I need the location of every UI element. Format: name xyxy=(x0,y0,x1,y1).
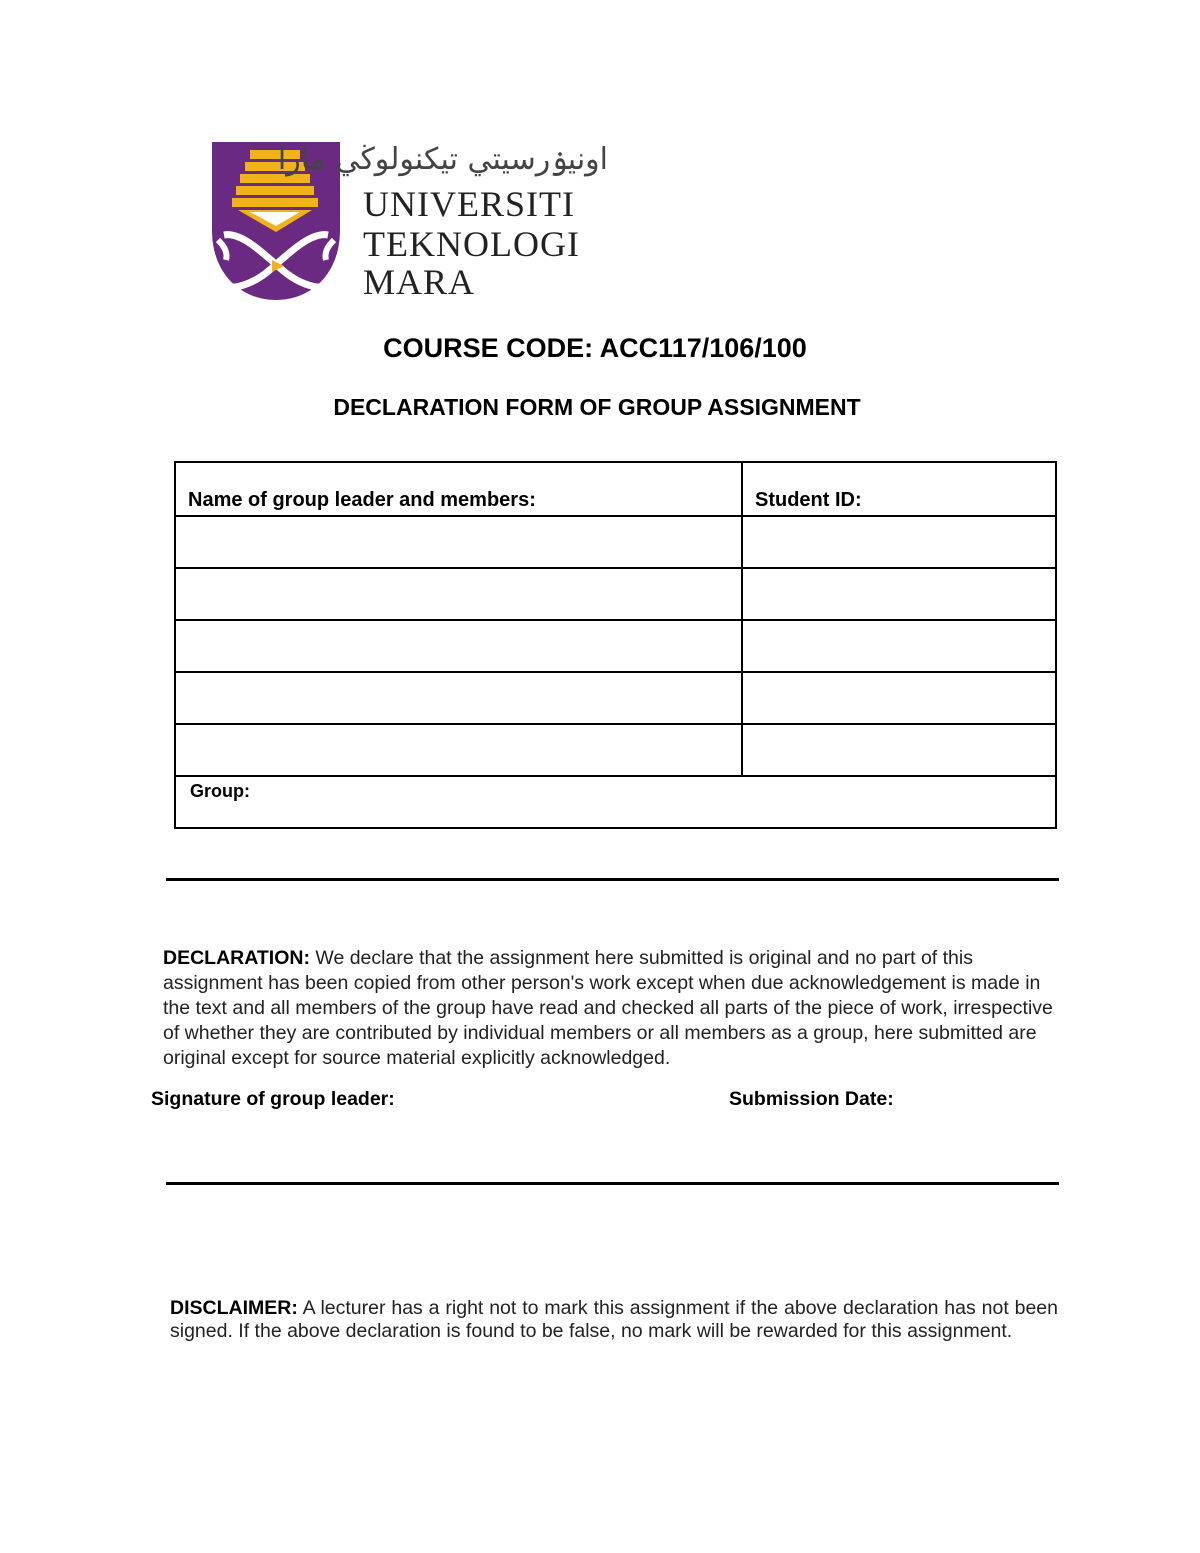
course-code: COURSE CODE: ACC117/106/100 xyxy=(383,333,807,363)
table-row xyxy=(175,724,1056,776)
member-name-cell[interactable] xyxy=(175,568,742,620)
university-name-line-1: UNIVERSITI xyxy=(363,184,575,224)
table-row xyxy=(175,516,1056,568)
university-name-line-2: TEKNOLOGI xyxy=(363,224,580,264)
table-row xyxy=(175,672,1056,724)
declaration-label: DECLARATION: xyxy=(163,947,310,969)
member-name-cell[interactable] xyxy=(175,620,742,672)
submission-date-label: Submission Date: xyxy=(729,1088,894,1110)
group-label: Group: xyxy=(190,781,250,801)
declaration-text: We declare that the assignment here submitted is original and no part of this assignment has been copied from other person's work except when due acknowledgement is made in the text and all members of the group have read and checked all parts of the piece of work, irrespective of whether they are contributed by individual members or all members as a group, here submitted are original except for source material explicitly acknowledged. xyxy=(163,947,1053,1069)
members-table xyxy=(174,461,1057,829)
name-header: Name of group leader and members: xyxy=(188,489,536,511)
student-id-cell[interactable] xyxy=(742,672,1056,724)
disclaimer-text: A lecturer has a right not to mark this assignment if the above declaration has not been signed. If the above declaration is found to be false, no mark will be rewarded for this assignment. xyxy=(170,1297,1058,1342)
student-id-cell[interactable] xyxy=(742,516,1056,568)
student-id-header: Student ID: xyxy=(755,489,862,511)
name-header-cell xyxy=(175,462,742,516)
table-row xyxy=(175,568,1056,620)
table-row xyxy=(175,620,1056,672)
jawi-university-name: اونيۏرسيتي تيكنولوڬي مارا xyxy=(277,142,608,177)
member-name-cell[interactable] xyxy=(175,516,742,568)
divider-line-top xyxy=(166,878,1059,881)
student-id-cell[interactable] xyxy=(742,568,1056,620)
student-id-cell[interactable] xyxy=(742,724,1056,776)
disclaimer-label: DISCLAIMER: xyxy=(170,1297,298,1319)
form-title: DECLARATION FORM OF GROUP ASSIGNMENT xyxy=(333,394,861,420)
student-id-header-cell xyxy=(742,462,1056,516)
student-id-cell[interactable] xyxy=(742,620,1056,672)
signature-line[interactable] xyxy=(166,1182,1059,1185)
signature-label: Signature of group leader: xyxy=(151,1088,395,1110)
group-row xyxy=(175,776,1056,828)
disclaimer-paragraph xyxy=(170,1297,1058,1343)
university-name-line-3: MARA xyxy=(363,262,476,302)
university-logo xyxy=(210,140,610,305)
declaration-paragraph xyxy=(163,946,1059,1071)
group-cell[interactable] xyxy=(175,776,1056,828)
member-name-cell[interactable] xyxy=(175,672,742,724)
table-header-row xyxy=(175,462,1056,516)
member-name-cell[interactable] xyxy=(175,724,742,776)
